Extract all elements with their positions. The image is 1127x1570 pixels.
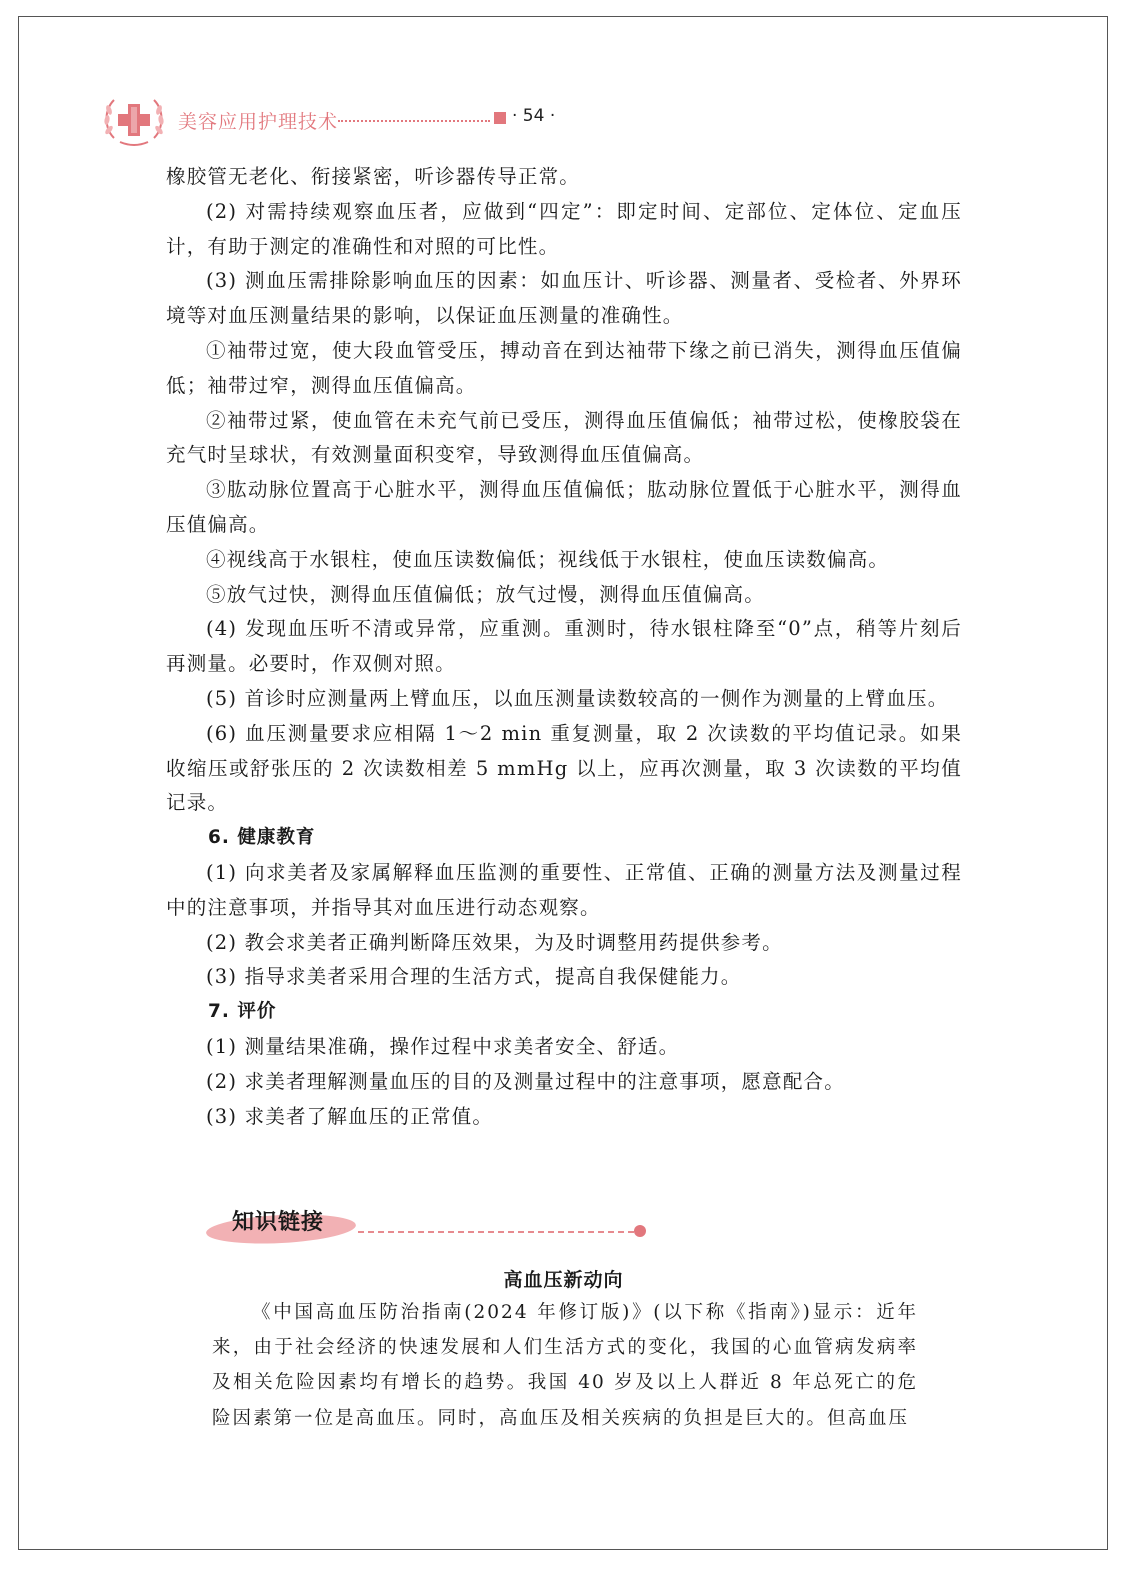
- page-number: · 54 ·: [512, 106, 556, 126]
- book-title: 美容应用护理技术: [178, 111, 339, 133]
- paragraph: (6) 血压测量要求应相隔 1～2 min 重复测量，取 2 次读数的平均值记录。如果收缩压或舒张压的 2 次读数相差 5 mmHg 以上，应再次测量，取 3 次读数的平均值记录。: [166, 721, 962, 815]
- paragraph: ⑤放气过快，测得血压值偏低；放气过慢，测得血压值偏高。: [206, 582, 765, 606]
- banner-dot: [634, 1225, 646, 1237]
- paragraph: ①袖带过宽，使大段血管受压，搏动音在到达袖带下缘之前已消失，测得血压值偏低；袖带过窄，测得血压值偏高。: [166, 338, 962, 397]
- paragraph: ④视线高于水银柱，使血压读数偏低；视线低于水银柱，使血压读数偏高。: [206, 547, 890, 571]
- knowledge-link-label: 知识链接: [232, 1210, 325, 1235]
- header-square-marker: [494, 112, 506, 124]
- list-item: (2) 求美者理解测量血压的目的及测量过程中的注意事项，愿意配合。: [206, 1069, 845, 1093]
- list-item: (3) 求美者了解血压的正常值。: [206, 1104, 494, 1128]
- list-item: (1) 测量结果准确，操作过程中求美者安全、舒适。: [206, 1034, 680, 1058]
- paragraph: (2) 对需持续观察血压者，应做到“四定”：即定时间、定部位、定体位、定血压计，有助于测定的准确性和对照的可比性。: [166, 199, 962, 258]
- list-item: (2) 教会求美者正确判断降压效果，为及时调整用药提供参考。: [206, 930, 783, 954]
- running-header: [100, 90, 600, 150]
- paragraph: (5) 首诊时应测量两上臂血压，以血压测量读数较高的一侧作为测量的上臂血压。: [206, 686, 949, 710]
- list-item: (3) 指导求美者采用合理的生活方式，提高自我保健能力。: [206, 965, 742, 989]
- knowledge-link-banner: [206, 1203, 646, 1249]
- knowledge-link-body: [212, 1295, 918, 1436]
- paragraph: ③肱动脉位置高于心脏水平，测得血压值偏低；肱动脉位置低于心脏水平，测得血压值偏高。: [166, 478, 962, 536]
- header-dotted-rule: [338, 120, 490, 122]
- paragraph: 橡胶管无老化、衔接紧密，听诊器传导正常。: [166, 165, 581, 188]
- main-text: [166, 160, 962, 1134]
- list-item: (1) 向求美者及家属解释血压监测的重要性、正常值、正确的测量方法及测量过程中的注意事项，并指导其对血压进行动态观察。: [166, 860, 962, 919]
- section-heading: 7. 评价: [208, 1001, 277, 1023]
- section-heading: 6. 健康教育: [208, 827, 316, 849]
- paragraph: (3) 测血压需排除影响血压的因素：如血压计、听诊器、测量者、受检者、外界环境等对血压测量结果的影响，以保证血压测量的准确性。: [166, 269, 962, 328]
- paragraph: 《中国高血压防治指南(2024 年修订版)》(以下称《指南》)显示：近年来，由于社会经济的快速发展和人们生活方式的变化，我国的心血管病发病率及相关危险因素均有增长的趋势。我国 40 岁及以上人群近 8 年总死亡的危险因素第一位是高血压。同时，高血压及相关疾病的负担是巨大的。但高血压: [212, 1302, 918, 1429]
- knowledge-link-title: 高血压新动向: [503, 1269, 624, 1291]
- banner-dashed-rule: [358, 1231, 634, 1233]
- paragraph: ②袖带过紧，使血管在未充气前已受压，测得血压值偏低；袖带过松，使橡胶袋在充气时呈球状，有效测量面积变窄，导致测得血压值偏高。: [166, 408, 962, 467]
- paragraph: (4) 发现血压听不清或异常，应重测。重测时，待水银柱降至“0”点，稍等片刻后再测量。必要时，作双侧对照。: [166, 617, 962, 676]
- medical-cross-laurel-icon: [100, 90, 168, 150]
